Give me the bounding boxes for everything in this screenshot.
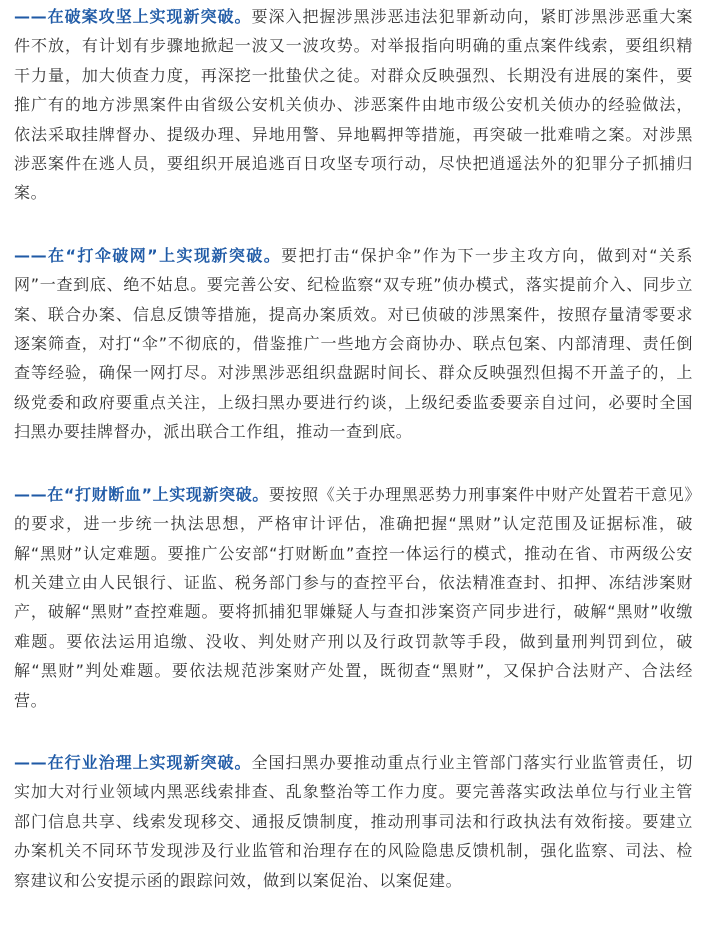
paragraph-heading: ——在行业治理上实现新突破。 bbox=[14, 752, 252, 772]
paragraph-umbrella-network bbox=[14, 241, 693, 447]
paragraph-assets-cutoff bbox=[14, 480, 693, 715]
paragraph-case-breakthrough bbox=[14, 2, 693, 208]
paragraph-heading: ——在破案攻坚上实现新突破。 bbox=[14, 7, 252, 26]
paragraph-heading: ——在“打财断血”上实现新突破。 bbox=[14, 484, 269, 504]
paragraph-body: 要把打击“保护伞”作为下一步主攻方向，做到对“关系网”一查到底、绝不姑息。要完善公安、纪检监察“双专班”侦办模式，落实提前介入、同步立案、联合办案、信息反馈等措施，提高办案质效。对已侦破的涉黑案件，按照存量清零要求逐案筛查，对打“伞”不彻底的，借鉴推广一些地方会商协办、联点包案、内部清理、责任倒查等经验，确保一网打尽。对涉黑涉恶组织盘踞时间长、群众反映强烈但揭不开盖子的，上级党委和政府要重点关注，上级扫黑办要进行约谈，上级纪委监委要亲自过问，必要时全国扫黑办要挂牌督办，派出联合工作组，推动一查到底。 bbox=[14, 245, 693, 442]
paragraph-body: 要按照《关于办理黑恶势力刑事案件中财产处置若干意见》的要求，进一步统一执法思想，严格审计评估，准确把握“黑财”认定范围及证据标准，破解“黑财”认定难题。要推广公安部“打财断血”查控一体运行的模式，推动在省、市两级公安机关建立由人民银行、证监、税务部门参与的查控平台，依法精准查封、扣押、冻结涉案财产，破解“黑财”查控难题。要将抓捕犯罪嫌疑人与查扣涉案资产同步进行，破解“黑财”收缴难题。要依法运用追缴、没收、判处财产刑以及行政罚款等手段，做到量刑判罚到位，破解“黑财”判处难题。要依法规范涉案财产处置，既彻查“黑财”，又保护合法财产、合法经营。 bbox=[14, 484, 693, 710]
paragraph-body: 要深入把握涉黑涉恶违法犯罪新动向，紧盯涉黑涉恶重大案件不放，有计划有步骤地掀起一波又一波攻势。对举报指向明确的重点案件线索，要组织精干力量，加大侦查力度，再深挖一批蛰伏之徒。对群众反映强烈、长期没有进展的案件，要推广有的地方涉黑案件由省级公安机关侦办、涉恶案件由地市级公安机关侦办的经验做法，依法采取挂牌督办、提级办理、异地用警、异地羁押等措施，再突破一批难啃之案。对涉黑涉恶案件在逃人员，要组织开展追逃百日攻坚专项行动，尽快把逍遥法外的犯罪分子抓捕归案。 bbox=[14, 7, 693, 203]
paragraph-body: 全国扫黑办要推动重点行业主管部门落实行业监管责任，切实加大对行业领域内黑恶线索排查、乱象整治等工作力度。要完善落实政法单位与行业主管部门信息共享、线索发现移交、通报反馈制度，推动刑事司法和行政执法有效衔接。要建立办案机关不同环节发现涉及行业监管和治理存在的风险隐患反馈机制，强化监察、司法、检察建议和公安提示函的跟踪问效，做到以案促治、以案促建。 bbox=[14, 752, 693, 890]
paragraph-heading: ——在“打伞破网”上实现新突破。 bbox=[14, 245, 282, 265]
paragraph-industry-governance bbox=[14, 748, 693, 895]
